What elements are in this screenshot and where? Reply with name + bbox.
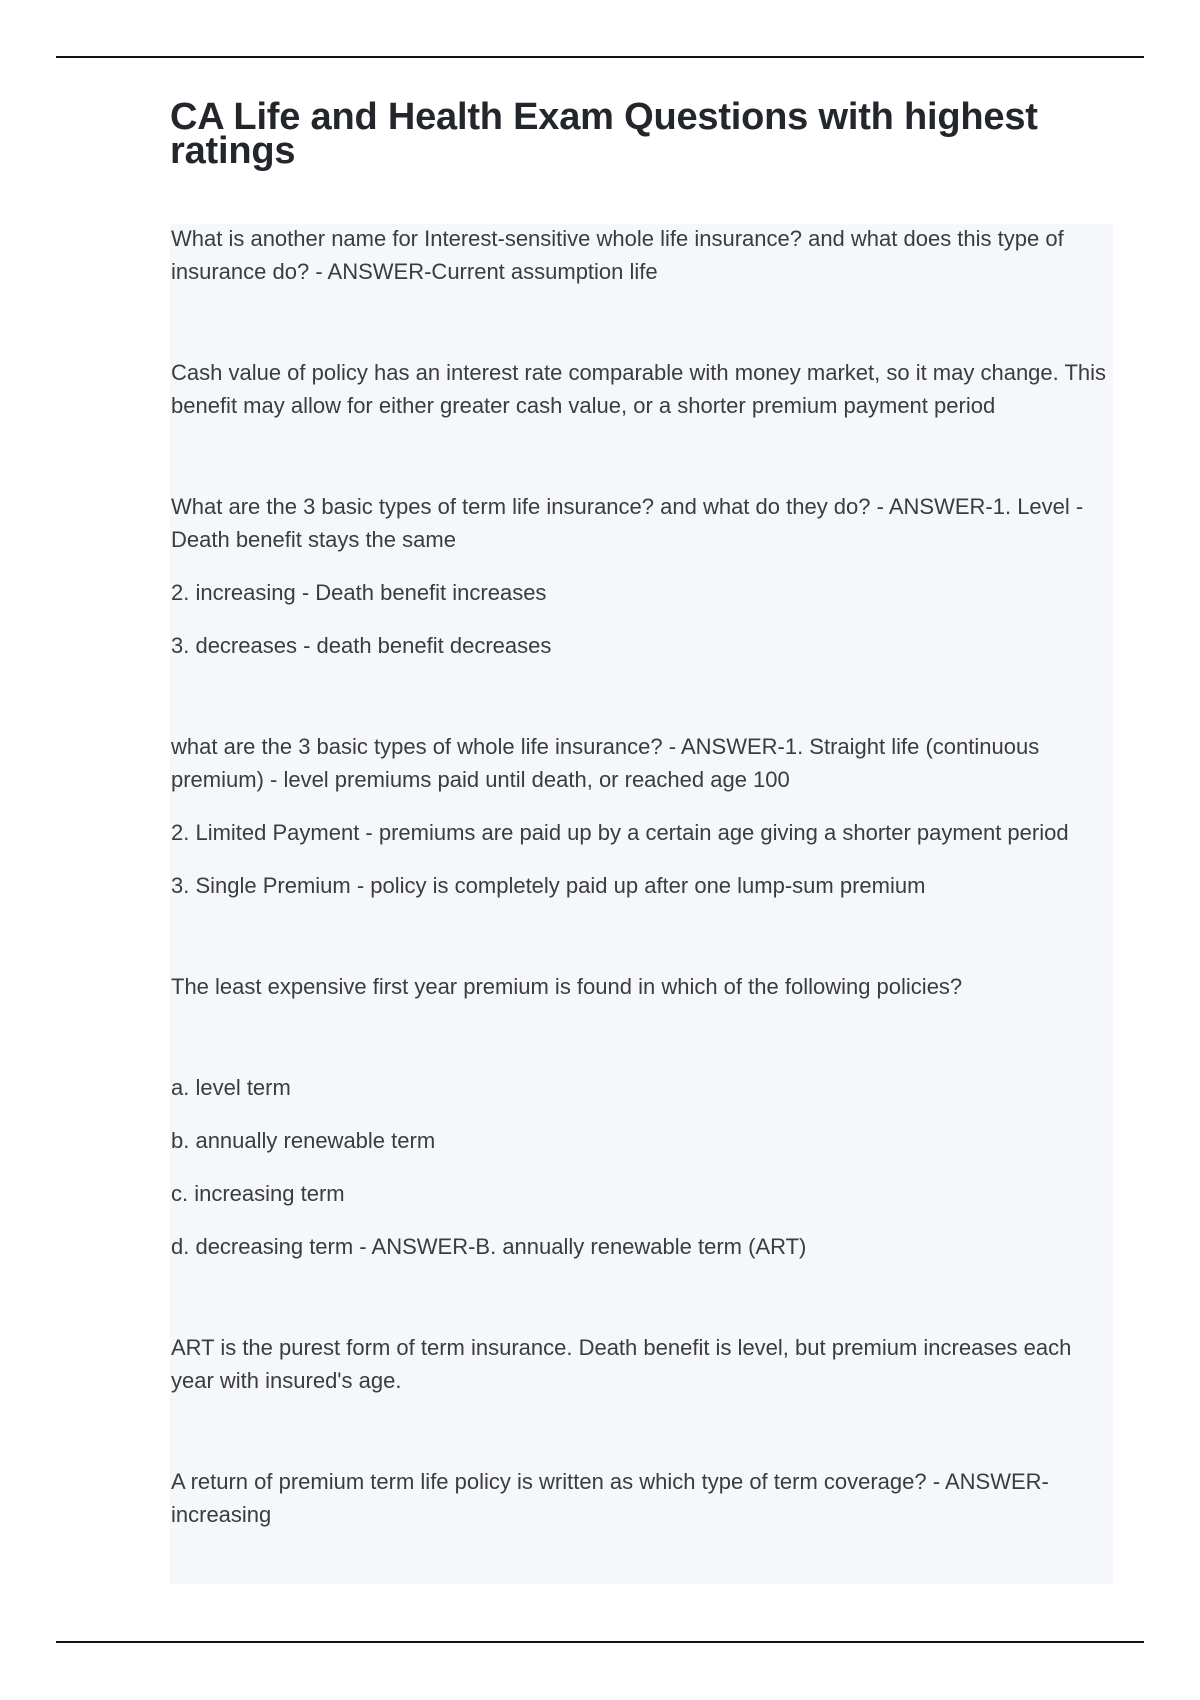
- paragraph: a. level term: [171, 1075, 291, 1100]
- paragraph: 3. decreases - death benefit decreases: [171, 633, 552, 658]
- paragraph: What is another name for Interest-sensitive whole life insurance? and what does this type of insurance do? - ANSWER-Current assumption life: [171, 226, 1064, 284]
- paragraph: Cash value of policy has an interest rate comparable with money market, so it may change. This benefit may allow for either greater cash value, or a shorter premium payment period: [171, 360, 1107, 418]
- paragraph: c. increasing term: [171, 1181, 345, 1206]
- paragraph: A return of premium term life policy is written as which type of term coverage? - ANSWER-increasing: [171, 1469, 1049, 1527]
- document-title: CA Life and Health Exam Questions with highest ratings: [170, 96, 1038, 172]
- paragraph: ART is the purest form of term insurance. Death benefit is level, but premium increases each year with insured's age.: [171, 1335, 1072, 1393]
- paragraph: d. decreasing term - ANSWER-B. annually renewable term (ART): [171, 1234, 807, 1259]
- paragraph: what are the 3 basic types of whole life insurance? - ANSWER-1. Straight life (continuous premium) - level premiums paid until death, or reached age 100: [171, 734, 1040, 792]
- paragraph: 3. Single Premium - policy is completely paid up after one lump-sum premium: [171, 873, 926, 898]
- paragraph: What are the 3 basic types of term life insurance? and what do they do? - ANSWER-1. Level - Death benefit stays the same: [171, 494, 1084, 552]
- paragraph: 2. increasing - Death benefit increases: [171, 580, 547, 605]
- header-rule: [56, 56, 1144, 58]
- paragraph: b. annually renewable term: [171, 1128, 436, 1153]
- footer-rule: [56, 1641, 1144, 1643]
- paragraph: The least expensive first year premium is found in which of the following policies?: [171, 974, 963, 999]
- paragraph: 2. Limited Payment - premiums are paid up by a certain age giving a shorter payment period: [171, 820, 1069, 845]
- document-body: [171, 222, 1111, 1531]
